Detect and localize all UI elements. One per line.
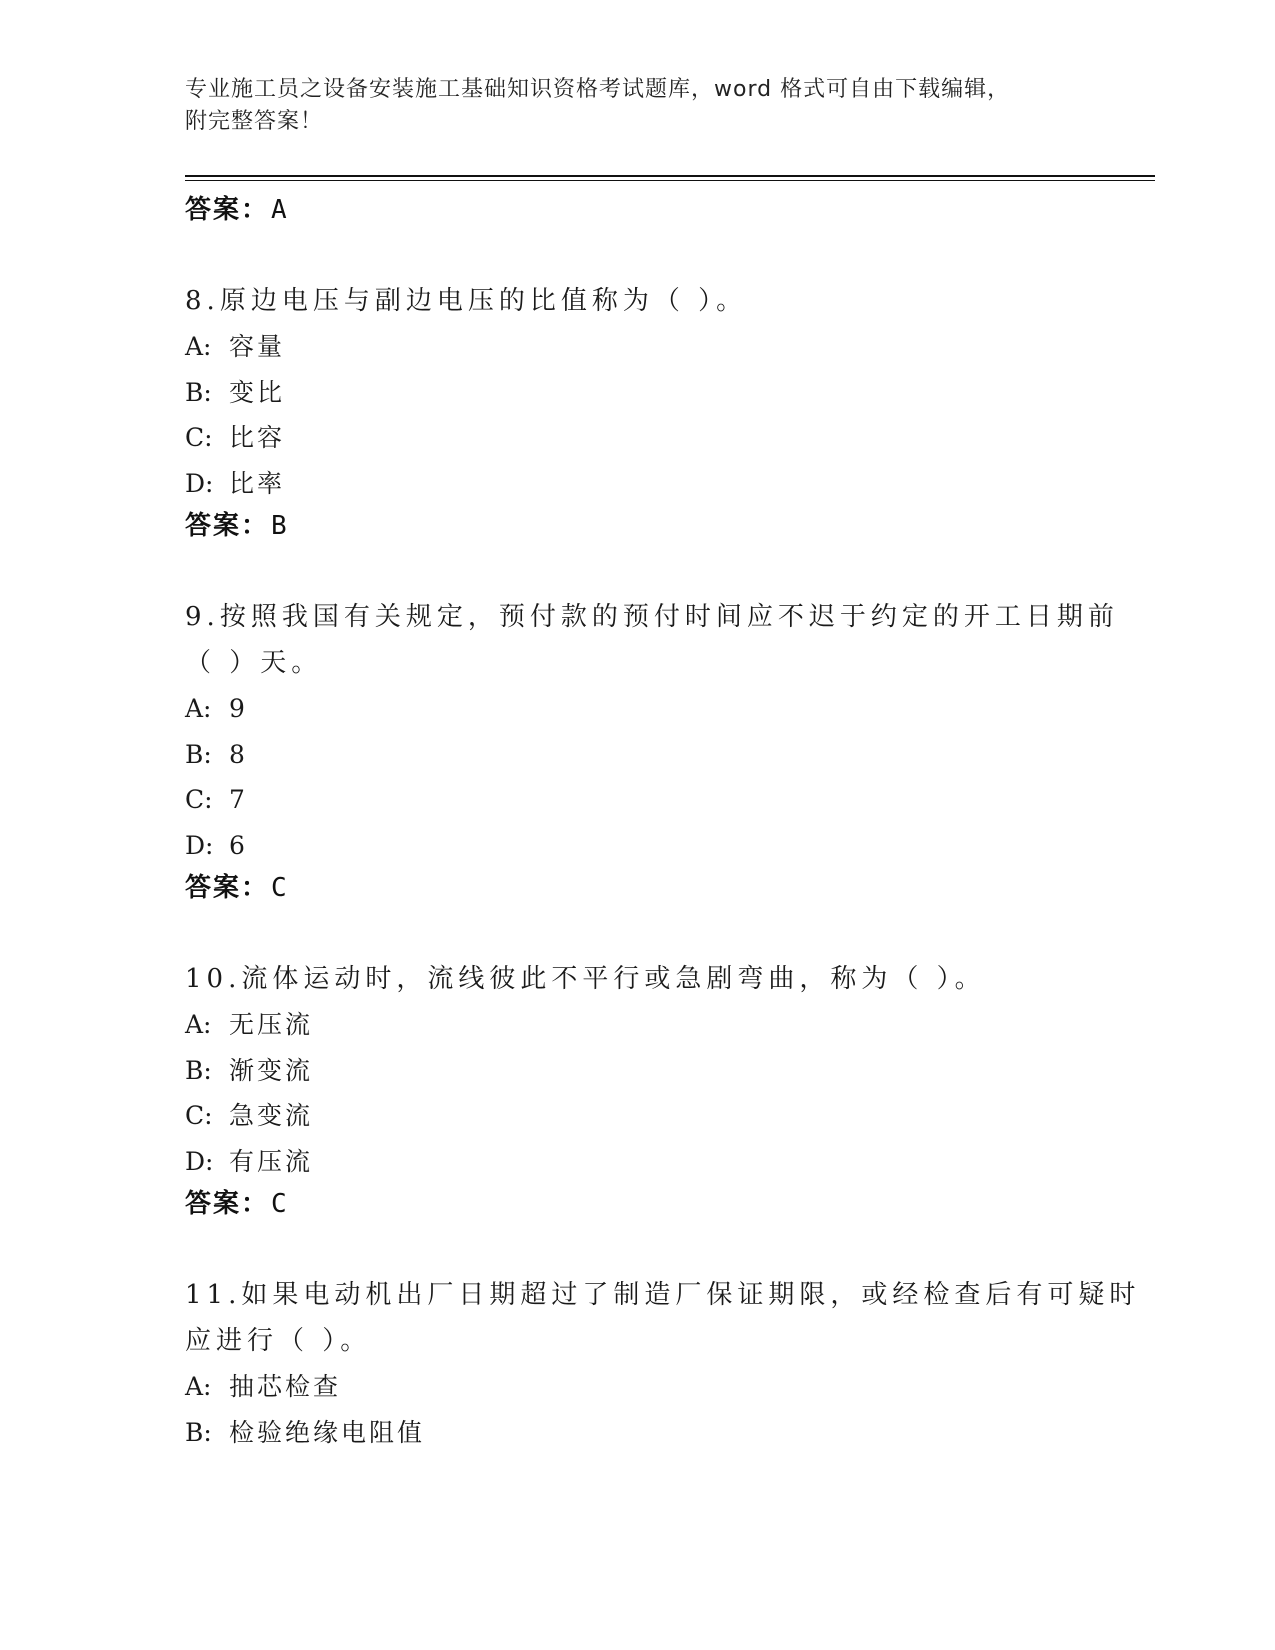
option-text: 比率 <box>229 468 286 498</box>
option-key: B: <box>185 739 212 769</box>
option-c <box>185 1093 1155 1139</box>
question-block <box>185 1272 1155 1455</box>
question-block <box>185 594 1155 908</box>
option-text: 容量 <box>229 332 286 361</box>
document-body <box>185 190 1155 1455</box>
option-key: B: <box>185 377 212 407</box>
header-text-line-1: 专业施工员之设备安装施工基础知识资格考试题库，word 格式可自由下载编辑， <box>185 77 1011 102</box>
question-stem <box>185 278 1155 324</box>
option-d <box>185 461 1155 507</box>
question-stem <box>185 594 1155 686</box>
question-text: 流体运动时，流线彼此不平行或急剧弯曲，称为（ ）。 <box>241 964 986 994</box>
answer-label: 答案： <box>185 1189 270 1219</box>
option-d <box>185 1139 1155 1185</box>
answer-line <box>185 190 1155 230</box>
option-key: B: <box>185 1417 212 1447</box>
question-text: 原边电压与副边电压的比值称为（ ）。 <box>219 286 748 316</box>
option-key: D: <box>185 468 214 498</box>
question-text-continued: （ ）天。 <box>185 648 323 678</box>
answer-value: C <box>271 1189 289 1219</box>
option-key: C: <box>185 423 213 452</box>
question-number: 10. <box>185 964 242 994</box>
question-number: 9. <box>185 602 220 632</box>
answer-value: C <box>271 873 289 903</box>
question-stem <box>185 956 1155 1002</box>
answer-line <box>185 868 1155 908</box>
answer-label: 答案： <box>185 195 270 225</box>
option-c <box>185 777 1155 823</box>
option-c <box>185 415 1155 461</box>
question-text: 如果电动机出厂日期超过了制造厂保证期限，或经检查后有可疑时 <box>241 1280 1141 1310</box>
header-divider <box>185 175 1155 181</box>
option-key: C: <box>185 1101 213 1130</box>
answer-value: A <box>271 195 289 225</box>
option-key: A: <box>185 1010 212 1039</box>
option-text: 8 <box>229 739 248 769</box>
option-text: 7 <box>229 785 248 814</box>
answer-value: B <box>271 511 289 541</box>
answer-label: 答案： <box>185 511 270 541</box>
option-a <box>185 1002 1155 1048</box>
option-key: B: <box>185 1055 212 1085</box>
option-text: 9 <box>229 694 248 723</box>
option-key: A: <box>185 332 212 361</box>
option-key: C: <box>185 785 213 814</box>
option-a <box>185 1364 1155 1410</box>
question-number: 11. <box>185 1280 242 1310</box>
question-text-continued: 应进行（ ）。 <box>185 1326 372 1356</box>
option-text: 比容 <box>229 423 286 452</box>
question-number: 8. <box>185 286 220 316</box>
answer-line <box>185 1184 1155 1224</box>
option-text: 急变流 <box>229 1101 314 1130</box>
option-key: D: <box>185 830 214 860</box>
option-b <box>185 732 1155 778</box>
option-text: 抽芯检查 <box>229 1372 342 1401</box>
question-stem <box>185 1272 1155 1364</box>
option-text: 渐变流 <box>229 1055 314 1085</box>
option-a <box>185 686 1155 732</box>
page-header <box>185 74 1085 138</box>
question-text: 按照我国有关规定，预付款的预付时间应不迟于约定的开工日期前 <box>219 602 1119 632</box>
question-block <box>185 278 1155 546</box>
answer-line <box>185 506 1155 546</box>
option-b <box>185 370 1155 416</box>
option-key: D: <box>185 1146 214 1176</box>
option-b <box>185 1048 1155 1094</box>
option-text: 检验绝缘电阻值 <box>229 1417 426 1447</box>
option-text: 6 <box>229 830 248 860</box>
option-text: 无压流 <box>229 1010 314 1039</box>
header-text-line-2: 附完整答案！ <box>185 109 324 134</box>
option-text: 变比 <box>229 377 286 407</box>
answer-label: 答案： <box>185 873 270 903</box>
option-a <box>185 324 1155 370</box>
option-key: A: <box>185 694 212 723</box>
option-text: 有压流 <box>229 1146 314 1176</box>
option-b <box>185 1410 1155 1456</box>
question-block <box>185 956 1155 1224</box>
option-d <box>185 823 1155 869</box>
option-key: A: <box>185 1372 212 1401</box>
